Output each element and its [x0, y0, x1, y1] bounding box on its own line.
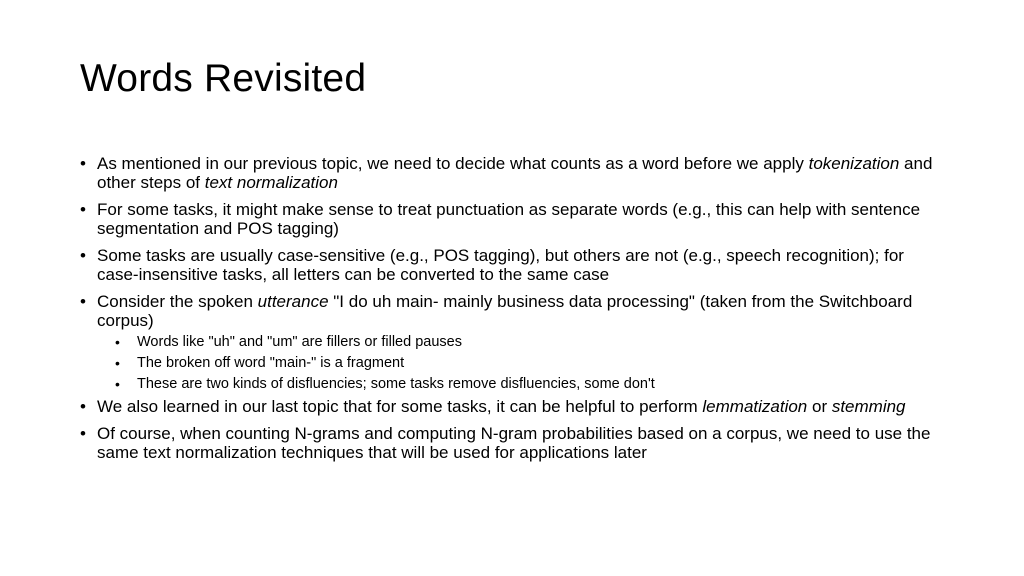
bullet-text: "I do uh main- mainly business data processing" (taken from the Switchboard corpus) — [97, 292, 913, 330]
sub-bullet-item: • Words like "uh" and "um" are fillers or filled pauses — [115, 334, 940, 351]
bullet-emphasis: utterance — [257, 292, 329, 311]
bullet-item — [80, 424, 940, 462]
bullet-item — [80, 292, 940, 393]
bullet-text: As mentioned in our previous topic, we need to decide what counts as a word before we apply — [97, 154, 809, 173]
bullet-text: or — [807, 397, 832, 416]
bullet-text: Of course, when counting N-grams and computing N-gram probabilities based on a corpus, we need to use the same text normalization techniques that will be used for applications later — [97, 424, 931, 462]
sub-bullet-list — [115, 334, 940, 393]
bullet-text: We also learned in our last topic that for some tasks, it can be helpful to perform — [97, 397, 703, 416]
sub-bullet-item: • These are two kinds of disfluencies; some tasks remove disfluencies, some don't — [115, 376, 940, 393]
bullet-item — [80, 246, 940, 284]
bullet-text: Some tasks are usually case-sensitive (e.g., POS tagging), but others are not (e.g., speech recognition); for case-insensitive tasks, all letters can be converted to the same case — [97, 246, 904, 284]
sub-bullet-item: • The broken off word "main-" is a fragment — [115, 355, 940, 372]
bullet-item — [80, 397, 940, 416]
slide-title: Words Revisited — [80, 57, 367, 100]
bullet-text: For some tasks, it might make sense to treat punctuation as separate words (e.g., this can help with sentence segmentation and POS tagging) — [97, 200, 921, 238]
slide-content — [80, 154, 940, 470]
bullet-text: Consider the spoken — [97, 292, 258, 311]
bullet-item — [80, 200, 940, 238]
bullet-emphasis: stemming — [831, 397, 906, 416]
bullet-list — [80, 154, 940, 462]
bullet-text: and other steps of — [97, 154, 933, 192]
bullet-emphasis: text normalization — [204, 173, 338, 192]
bullet-emphasis: lemmatization — [702, 397, 808, 416]
bullet-item — [80, 154, 940, 192]
bullet-emphasis: tokenization — [808, 154, 900, 173]
